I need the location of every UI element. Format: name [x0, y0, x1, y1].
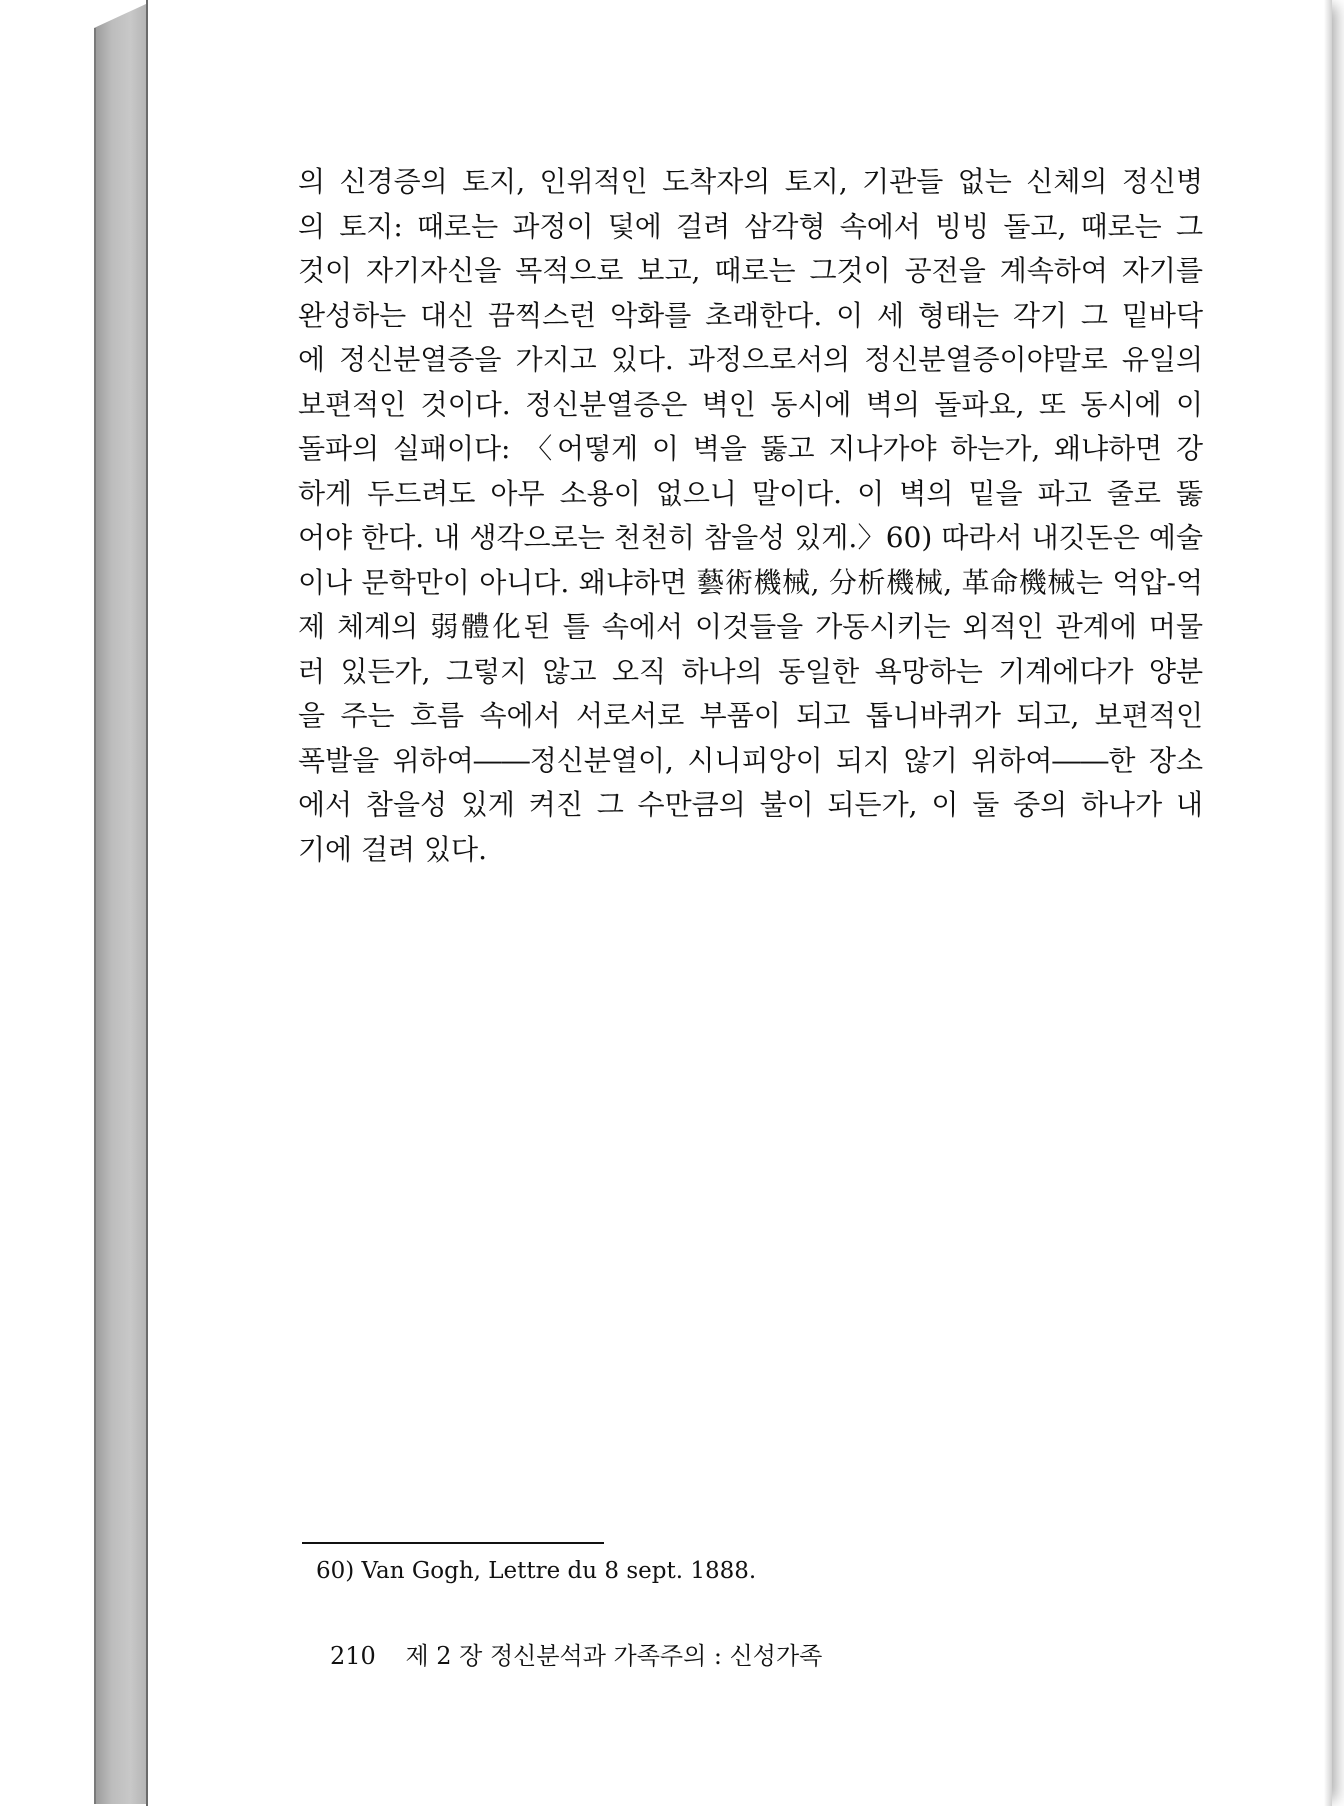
footnote-rule	[302, 1542, 604, 1544]
text-line: 어야 한다. 내 생각으로는 천천히 참을성 있게.〉60) 따라서 내깃돈은 예술	[298, 521, 1203, 554]
page-shadow	[1324, 0, 1332, 1806]
text-line: 기에 걸려 있다.	[298, 832, 487, 866]
text-line: 을 주는 흐름 속에서 서로서로 부품이 되고 톱니바퀴가 되고, 보편적인	[298, 699, 1203, 732]
chapter-title: 제 2 장 정신분석과 가족주의 : 신성가족	[405, 1642, 823, 1670]
text-line: 폭발을 위하여――정신분열이, 시니피앙이 되지 않기 위하여――한 장소	[298, 743, 1203, 777]
text-line: 제 체계의 弱體化된 틀 속에서 이것들을 가동시키는 외적인 관계에 머물	[298, 610, 1203, 643]
text-line: 완성하는 대신 끔찍스런 악화를 초래한다. 이 세 형태는 각기 그 밑바닥	[298, 298, 1203, 332]
running-footer	[330, 1636, 822, 1671]
book-spine	[94, 4, 146, 1804]
text-line: 의 토지: 때로는 과정이 덫에 걸려 삼각형 속에서 빙빙 돌고, 때로는 그	[298, 209, 1203, 243]
text-line: 하게 두드려도 아무 소용이 없으니 말이다. 이 벽의 밑을 파고 줄로 뚫	[298, 476, 1203, 510]
text-line: 에 정신분열증을 가지고 있다. 과정으로서의 정신분열증이야말로 유일의	[298, 343, 1203, 376]
book-spine-edge	[94, 28, 96, 1804]
text-line: 러 있든가, 그렇지 않고 오직 하나의 동일한 욕망하는 기계에다가 양분	[298, 654, 1203, 688]
text-line: 이나 문학만이 아니다. 왜냐하면 藝術機械, 分析機械, 革命機械는 억압-억	[298, 565, 1203, 599]
text-line: 의 신경증의 토지, 인위적인 도착자의 토지, 기관들 없는 신체의 정신병	[298, 165, 1203, 198]
page-number: 210	[330, 1642, 376, 1670]
text-line: 에서 참을성 있게 켜진 그 수만큼의 불이 되든가, 이 둘 중의 하나가 내	[298, 788, 1203, 821]
body-paragraph	[298, 160, 1203, 872]
footnote: 60) Van Gogh, Lettre du 8 sept. 1888.	[316, 1558, 757, 1584]
text-line: 보편적인 것이다. 정신분열증은 벽인 동시에 벽의 돌파요, 또 동시에 이	[298, 387, 1203, 421]
text-line: 돌파의 실패이다: 〈어떻게 이 벽을 뚫고 지나가야 하는가, 왜냐하면 강	[298, 432, 1203, 465]
text-line: 것이 자기자신을 목적으로 보고, 때로는 그것이 공전을 계속하여 자기를	[298, 254, 1203, 287]
